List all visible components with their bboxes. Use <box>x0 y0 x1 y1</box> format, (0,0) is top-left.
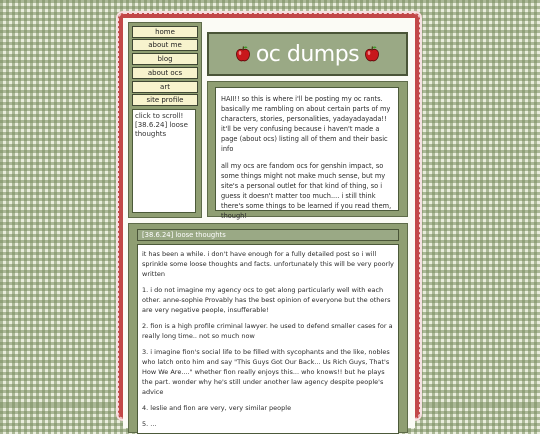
post-panel <box>128 223 408 433</box>
apple-icon <box>234 45 252 63</box>
post-body[interactable] <box>137 244 399 434</box>
post-paragraph: 2. fion is a high profile criminal lawyer. he used to defend smaller cases for a really long time.. not so much now <box>142 322 393 340</box>
nav-about-me-button[interactable]: about me <box>132 39 198 51</box>
page-frame <box>116 11 422 428</box>
intro-textbox[interactable] <box>215 87 399 220</box>
nav-blog-button[interactable]: blog <box>132 53 198 65</box>
post-paragraph: 5. ... <box>142 420 157 428</box>
post-paragraph: 3. i imagine fion's social life to be filled with sycophants and the like, nobles who latch onto him and say "This Guys Got Our Back... Us Rich Guys, That's How We Are...." whether fion really enjoys this... who knows!! but he plays the part. wonder why he's still under another law agency despite people's advice <box>142 348 390 396</box>
post-paragraph: it has been a while. i don't have enough for a fully detailed post so i will sprinkle some loose thoughts and facts. unfortunately this will be very poorly written <box>142 250 394 278</box>
site-header <box>207 32 408 76</box>
post-paragraph: 4. leslie and fion are very, very similar people <box>142 404 292 412</box>
sidebar-nav <box>128 22 202 218</box>
nav-about-ocs-button[interactable]: about ocs <box>132 67 198 79</box>
content-area <box>123 18 415 428</box>
nav-art-button[interactable]: art <box>132 81 198 93</box>
post-list-item[interactable]: [38.6.24] loose thoughts <box>135 121 188 138</box>
post-paragraph: 1. i do not imagine my agency ocs to get along particularly well with each other. anne-sophie Provably has the best opinion of everyone but the others are very negative people, insufferable! <box>142 286 391 314</box>
post-list-scrollbox[interactable] <box>132 109 196 213</box>
intro-panel <box>207 81 408 220</box>
scroll-hint: click to scroll! <box>135 112 184 120</box>
apple-icon <box>363 45 381 63</box>
nav-site-profile-button[interactable]: site profile <box>132 94 198 106</box>
site-title: oc dumps <box>255 41 360 67</box>
nav-home-button[interactable]: home <box>132 26 198 38</box>
intro-paragraph: HAII!! so this is where i'll be posting my oc rants. basically me rambling on about certain parts of my characters, stories, personalities, yadayadayada!! it'll be very confusing because i haven't made a page (about ocs) listing all of them and their basic info <box>221 95 391 153</box>
post-title: [38.6.24] loose thoughts <box>137 229 399 241</box>
intro-paragraph: all my ocs are fandom ocs for genshin impact, so some things might not make much sense, but my site's a personal outlet for that kind of thing, so i guess it doesn't matter too much.... i still think there's some things to be learned if you read them, though! <box>221 162 392 220</box>
